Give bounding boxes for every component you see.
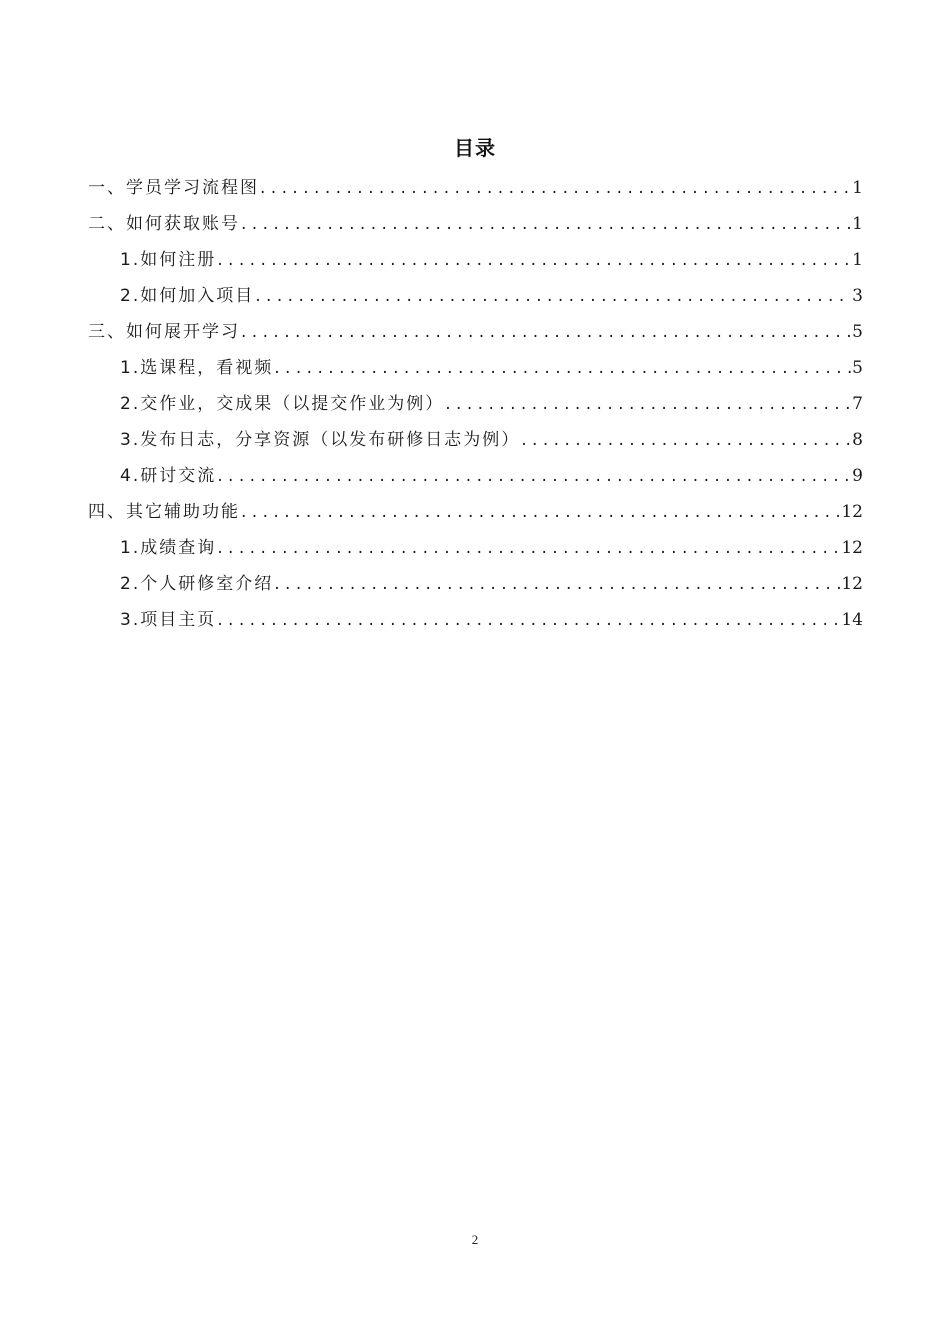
toc-entry-page: 1 — [852, 250, 863, 270]
toc-entry-label: 1.选课程，看视频 — [120, 358, 274, 378]
toc-entry[interactable] — [88, 242, 863, 278]
toc-entry[interactable] — [88, 602, 863, 638]
toc-entry-page: 14 — [841, 610, 863, 630]
toc-entry-page: 1 — [852, 178, 863, 198]
toc-entry-page: 1 — [852, 214, 863, 234]
toc-dot-leader — [255, 278, 851, 314]
toc-entry[interactable] — [88, 494, 863, 530]
toc-entry-label: 4.研讨交流 — [120, 466, 217, 486]
toc-entry-page: 12 — [841, 502, 863, 522]
toc-entry-label: 3.发布日志，分享资源（以发布研修日志为例） — [120, 430, 521, 450]
toc-entry-label: 四、其它辅助功能 — [88, 502, 240, 522]
toc-dot-leader — [217, 458, 851, 494]
toc-dot-leader — [217, 242, 851, 278]
toc-entry[interactable] — [88, 458, 863, 494]
toc-entry-label: 三、如何展开学习 — [88, 322, 240, 342]
toc-entry-label: 一、学员学习流程图 — [88, 178, 259, 198]
toc-entry-label: 2.个人研修室介绍 — [120, 574, 274, 594]
toc-entry-page: 3 — [852, 286, 863, 306]
toc-entry-label: 二、如何获取账号 — [88, 214, 240, 234]
toc-entry-page: 5 — [852, 358, 863, 378]
toc-entry[interactable] — [88, 386, 863, 422]
page-number: 2 — [471, 1232, 479, 1247]
toc-entry[interactable] — [88, 350, 863, 386]
toc-dot-leader — [217, 530, 840, 566]
toc-entry-page: 12 — [841, 538, 863, 558]
toc-entry-label: 1.如何注册 — [120, 250, 217, 270]
toc-entry[interactable] — [88, 530, 863, 566]
toc-entry[interactable] — [88, 170, 863, 206]
toc-dot-leader — [217, 602, 840, 638]
toc-dot-leader — [274, 566, 840, 602]
toc-entry[interactable] — [88, 278, 863, 314]
toc-entry-page: 8 — [852, 430, 863, 450]
toc-entry-label: 2.交作业，交成果（以提交作业为例） — [120, 394, 445, 414]
toc-entry-label: 2.如何加入项目 — [120, 286, 255, 306]
toc-dot-leader — [274, 350, 851, 386]
toc-dot-leader — [241, 494, 840, 530]
toc-entry-label: 1.成绩查询 — [120, 538, 217, 558]
toc-entry[interactable] — [88, 566, 863, 602]
toc-entry-page: 7 — [852, 394, 863, 414]
toc-entry[interactable] — [88, 206, 863, 242]
toc-title: 目录 — [454, 136, 496, 160]
table-of-contents — [88, 170, 863, 638]
toc-dot-leader — [445, 386, 851, 422]
toc-entry[interactable] — [88, 314, 863, 350]
toc-dot-leader — [241, 206, 851, 242]
toc-entry[interactable] — [88, 422, 863, 458]
toc-entry-page: 5 — [852, 322, 863, 342]
toc-dot-leader — [260, 170, 851, 206]
toc-entry-label: 3.项目主页 — [120, 610, 217, 630]
toc-dot-leader — [521, 422, 851, 458]
toc-entry-page: 9 — [852, 466, 863, 486]
toc-dot-leader — [241, 314, 851, 350]
toc-entry-page: 12 — [841, 574, 863, 594]
